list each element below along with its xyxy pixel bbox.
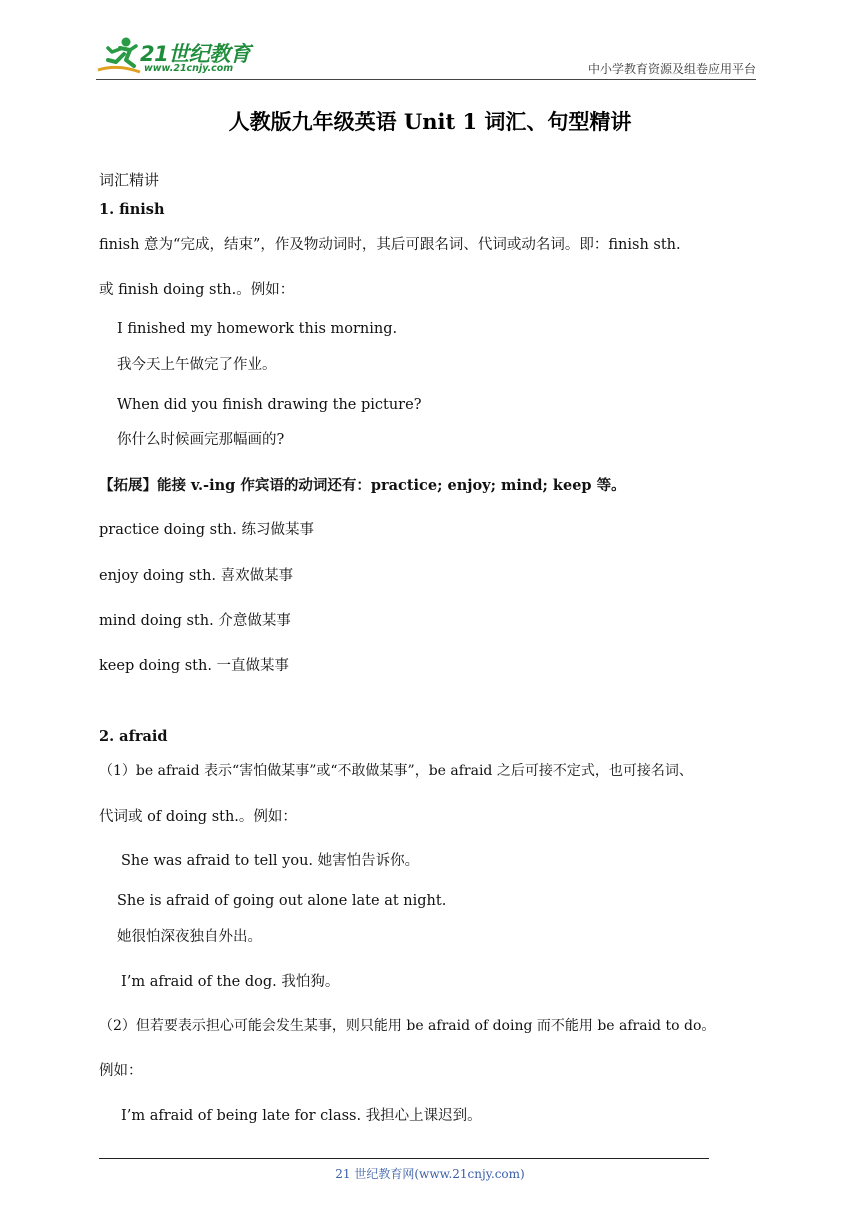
vocab-heading-finish: 1. finish <box>99 201 165 218</box>
afraid-example2-en: She is afraid of going out alone late at night. <box>117 893 447 909</box>
page-title: 人教版九年级英语 Unit 1 词汇、句型精讲 <box>228 109 632 134</box>
platform-name: 中小学教育资源及组卷应用平台 <box>587 62 756 76</box>
logo-text: 21世纪教育 <box>140 42 251 66</box>
afraid-point1-line1: （1）be afraid 表示“害怕做某事”或“不敢做某事”，be afraid 之后可接不定式，也可接名词、 <box>99 763 693 779</box>
footer-text: 21 世纪教育网(www.21cnjy.com) <box>335 1167 525 1181</box>
afraid-point2-line2: 例如： <box>99 1063 143 1079</box>
afraid-example2-zh: 她很怕深夜独自外出。 <box>117 929 262 945</box>
logo-url: www.21cnjy.com <box>144 63 234 74</box>
phrase-item: enjoy doing sth. 喜欢做某事 <box>99 568 294 584</box>
finish-example1-zh: 我今天上午做完了作业。 <box>117 357 277 373</box>
phrase-item: mind doing sth. 介意做某事 <box>99 613 291 629</box>
finish-description-line2: 或 finish doing sth.。例如： <box>99 282 295 298</box>
finish-example2-en: When did you finish drawing the picture? <box>117 397 422 413</box>
section-heading: 词汇精讲 <box>99 171 160 189</box>
afraid-example4: I’m afraid of being late for class. 我担心上课迟到。 <box>121 1108 482 1124</box>
running-man-icon <box>96 36 142 76</box>
vocab-heading-afraid: 2. afraid <box>99 728 168 745</box>
header-divider <box>96 79 756 80</box>
finish-description-line1: finish 意为“完成，结束”，作及物动词时，其后可跟名词、代词或动名词。即：finish sth. <box>99 237 681 253</box>
site-logo <box>96 36 266 78</box>
afraid-point1-line2: 代词或 of doing sth.。例如： <box>99 809 297 825</box>
afraid-point2-line1: （2）但若要表示担心可能会发生某事，则只能用 be afraid of doing 而不能用 be afraid to do。 <box>99 1018 716 1034</box>
finish-extension: 【拓展】能接 v.-ing 作宾语的动词还有：practice; enjoy; mind; keep 等。 <box>99 477 626 494</box>
phrase-item: practice doing sth. 练习做某事 <box>99 522 314 538</box>
phrase-item: keep doing sth. 一直做某事 <box>99 658 290 674</box>
finish-example1-en: I finished my homework this morning. <box>117 321 398 337</box>
footer-divider <box>99 1158 709 1159</box>
afraid-example1: She was afraid to tell you. 她害怕告诉你。 <box>121 853 420 869</box>
finish-example2-zh: 你什么时候画完那幅画的? <box>117 432 285 448</box>
afraid-example3: I’m afraid of the dog. 我怕狗。 <box>121 974 340 990</box>
